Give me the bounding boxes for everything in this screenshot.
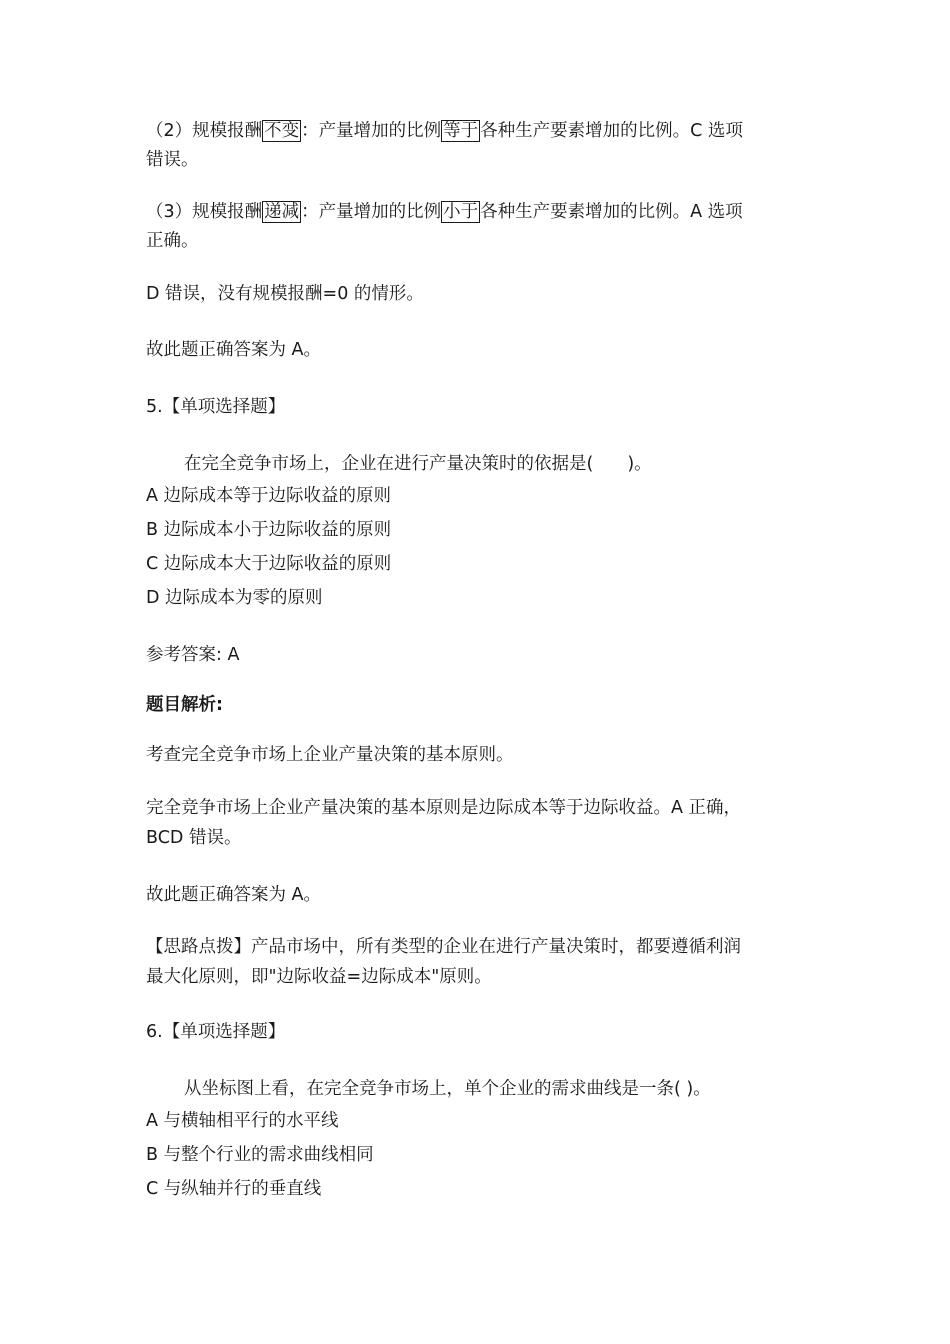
q5-answer: 参考答案: A bbox=[146, 645, 240, 665]
q5-analysis-2b: BCD 错误。 bbox=[146, 828, 242, 848]
item2-suffix: 各种生产要素增加的比例。C 选项 bbox=[480, 121, 743, 141]
item2-line bbox=[146, 119, 743, 143]
q5-option-b: B 边际成本小于边际收益的原则 bbox=[146, 520, 392, 540]
q5-analysis-1: 考查完全竞争市场上企业产量决策的基本原则。 bbox=[146, 745, 514, 765]
item3-box-2: 小于 bbox=[443, 202, 479, 222]
q5-option-a: A 边际成本等于边际收益的原则 bbox=[146, 486, 392, 506]
q5-stem-before: 在完全竞争市场上，企业在进行产量决策时的依据是( bbox=[184, 454, 594, 474]
q5-option-d: D 边际成本为零的原则 bbox=[146, 588, 323, 608]
q6-option-c: C 与纵轴并行的垂直线 bbox=[146, 1179, 322, 1199]
q5-header: 5.【单项选择题】 bbox=[146, 397, 286, 417]
item3-prefix: （3）规模报酬 bbox=[146, 202, 263, 222]
q5-analysis-title: 题目解析: bbox=[146, 695, 223, 715]
q5-option-c: C 边际成本大于边际收益的原则 bbox=[146, 554, 392, 574]
q5-tip-line-2: 最大化原则，即"边际收益=边际成本"原则。 bbox=[146, 967, 492, 987]
d-note: D 错误，没有规模报酬=0 的情形。 bbox=[146, 284, 424, 304]
q5-analysis-2a: 完全竞争市场上企业产量决策的基本原则是边际成本等于边际收益。A 正确， bbox=[146, 798, 742, 818]
item3-middle: ：产量增加的比例 bbox=[301, 202, 442, 222]
q6-option-b: B 与整个行业的需求曲线相同 bbox=[146, 1145, 374, 1165]
q6-header: 6.【单项选择题】 bbox=[146, 1022, 286, 1042]
item2-box-2: 等于 bbox=[443, 121, 479, 141]
item2-middle: ：产量增加的比例 bbox=[301, 121, 442, 141]
item3-continuation: 正确。 bbox=[146, 231, 199, 251]
q6-option-a: A 与横轴相平行的水平线 bbox=[146, 1111, 339, 1131]
q6-stem: 从坐标图上看，在完全竞争市场上，单个企业的需求曲线是一条( )。 bbox=[184, 1079, 711, 1099]
item3-box-1: 递减 bbox=[264, 202, 300, 222]
item3-suffix: 各种生产要素增加的比例。A 选项 bbox=[480, 202, 743, 222]
item2-box-1: 不变 bbox=[264, 121, 300, 141]
q5-conclusion: 故此题正确答案为 A。 bbox=[146, 885, 322, 905]
q5-stem-after: )。 bbox=[627, 454, 652, 474]
item2-continuation: 错误。 bbox=[146, 150, 199, 170]
item2-prefix: （2）规模报酬 bbox=[146, 121, 263, 141]
item3-line bbox=[146, 200, 743, 224]
q5-tip-line-1: 【思路点拨】产品市场中，所有类型的企业在进行产量决策时，都要遵循利润 bbox=[146, 937, 741, 957]
document-page bbox=[146, 0, 806, 1344]
q5-stem bbox=[146, 452, 652, 476]
prev-conclusion: 故此题正确答案为 A。 bbox=[146, 340, 322, 360]
